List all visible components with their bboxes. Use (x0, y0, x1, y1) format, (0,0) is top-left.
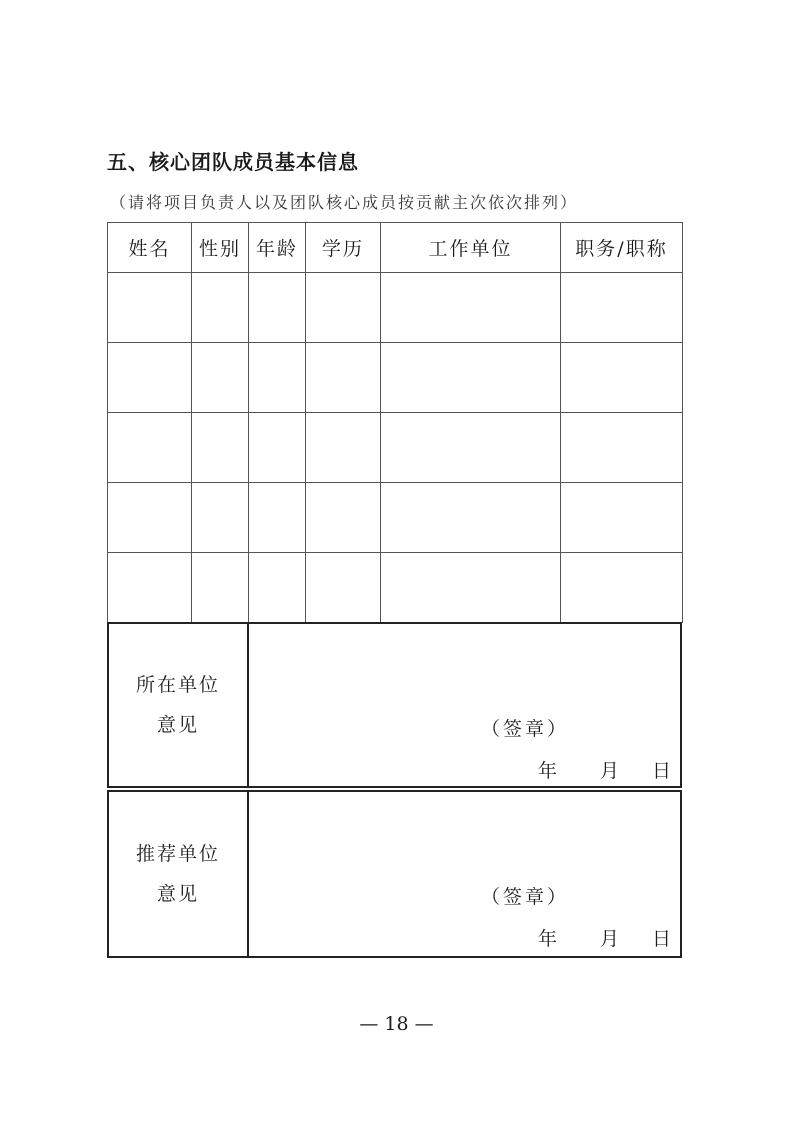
employer-opinion-label-line2: 意见 (156, 714, 199, 736)
table-cell[interactable] (561, 413, 683, 483)
date-day-label: 日 (652, 760, 672, 782)
header-workplace: 工作单位 (381, 223, 561, 273)
table-cell[interactable] (381, 413, 561, 483)
employer-opinion-label (109, 624, 249, 786)
table-cell[interactable] (306, 553, 381, 623)
recommender-date-line (538, 924, 670, 951)
recommender-opinion-label (109, 792, 249, 956)
table-cell[interactable] (108, 483, 192, 553)
table-row (108, 483, 683, 553)
employer-opinion-label-line1: 所在单位 (135, 674, 220, 696)
recommender-opinion-label-line2: 意见 (156, 883, 199, 905)
table-cell[interactable] (306, 413, 381, 483)
table-cell[interactable] (249, 273, 306, 343)
table-cell[interactable] (192, 483, 249, 553)
page-number: — 18 — (359, 1013, 434, 1035)
section-note: （请将项目负责人以及团队核心成员按贡献主次依次排列） (110, 193, 579, 212)
employer-seal-text: （签章） (481, 718, 570, 740)
table-cell[interactable] (561, 343, 683, 413)
date-year-label: 年 (538, 928, 558, 950)
recommender-opinion-field[interactable] (249, 792, 680, 956)
table-cell[interactable] (561, 273, 683, 343)
table-cell[interactable] (108, 553, 192, 623)
table-row (108, 343, 683, 413)
header-name: 姓名 (108, 223, 192, 273)
date-month-label: 月 (600, 928, 620, 950)
table-cell[interactable] (249, 343, 306, 413)
recommender-opinion-label-line1: 推荐单位 (135, 843, 220, 865)
header-gender: 性别 (192, 223, 249, 273)
date-month-label: 月 (600, 760, 620, 782)
header-education: 学历 (306, 223, 381, 273)
header-age: 年龄 (249, 223, 306, 273)
table-row (108, 273, 683, 343)
table-cell[interactable] (249, 413, 306, 483)
section-title: 五、核心团队成员基本信息 (107, 150, 359, 174)
table-row (108, 553, 683, 623)
employer-opinion-field[interactable] (249, 624, 680, 786)
table-cell[interactable] (108, 343, 192, 413)
date-day-label: 日 (652, 928, 672, 950)
date-year-label: 年 (538, 760, 558, 782)
table-cell[interactable] (381, 273, 561, 343)
table-cell[interactable] (192, 273, 249, 343)
table-cell[interactable] (306, 483, 381, 553)
table-cell[interactable] (381, 483, 561, 553)
table-cell[interactable] (561, 483, 683, 553)
team-member-table (107, 222, 683, 623)
table-cell[interactable] (306, 343, 381, 413)
table-cell[interactable] (192, 343, 249, 413)
table-header-row (108, 223, 683, 273)
table-cell[interactable] (381, 553, 561, 623)
employer-date-line (538, 756, 670, 783)
employer-opinion-section (107, 622, 682, 788)
recommender-opinion-section (107, 790, 682, 958)
table-cell[interactable] (108, 413, 192, 483)
table-cell[interactable] (249, 483, 306, 553)
recommender-seal-text: （签章） (481, 886, 570, 908)
table-row (108, 413, 683, 483)
table-cell[interactable] (192, 413, 249, 483)
table-cell[interactable] (381, 343, 561, 413)
table-cell[interactable] (561, 553, 683, 623)
table-cell[interactable] (108, 273, 192, 343)
header-position: 职务/职称 (561, 223, 683, 273)
table-cell[interactable] (306, 273, 381, 343)
table-cell[interactable] (192, 553, 249, 623)
table-cell[interactable] (249, 553, 306, 623)
